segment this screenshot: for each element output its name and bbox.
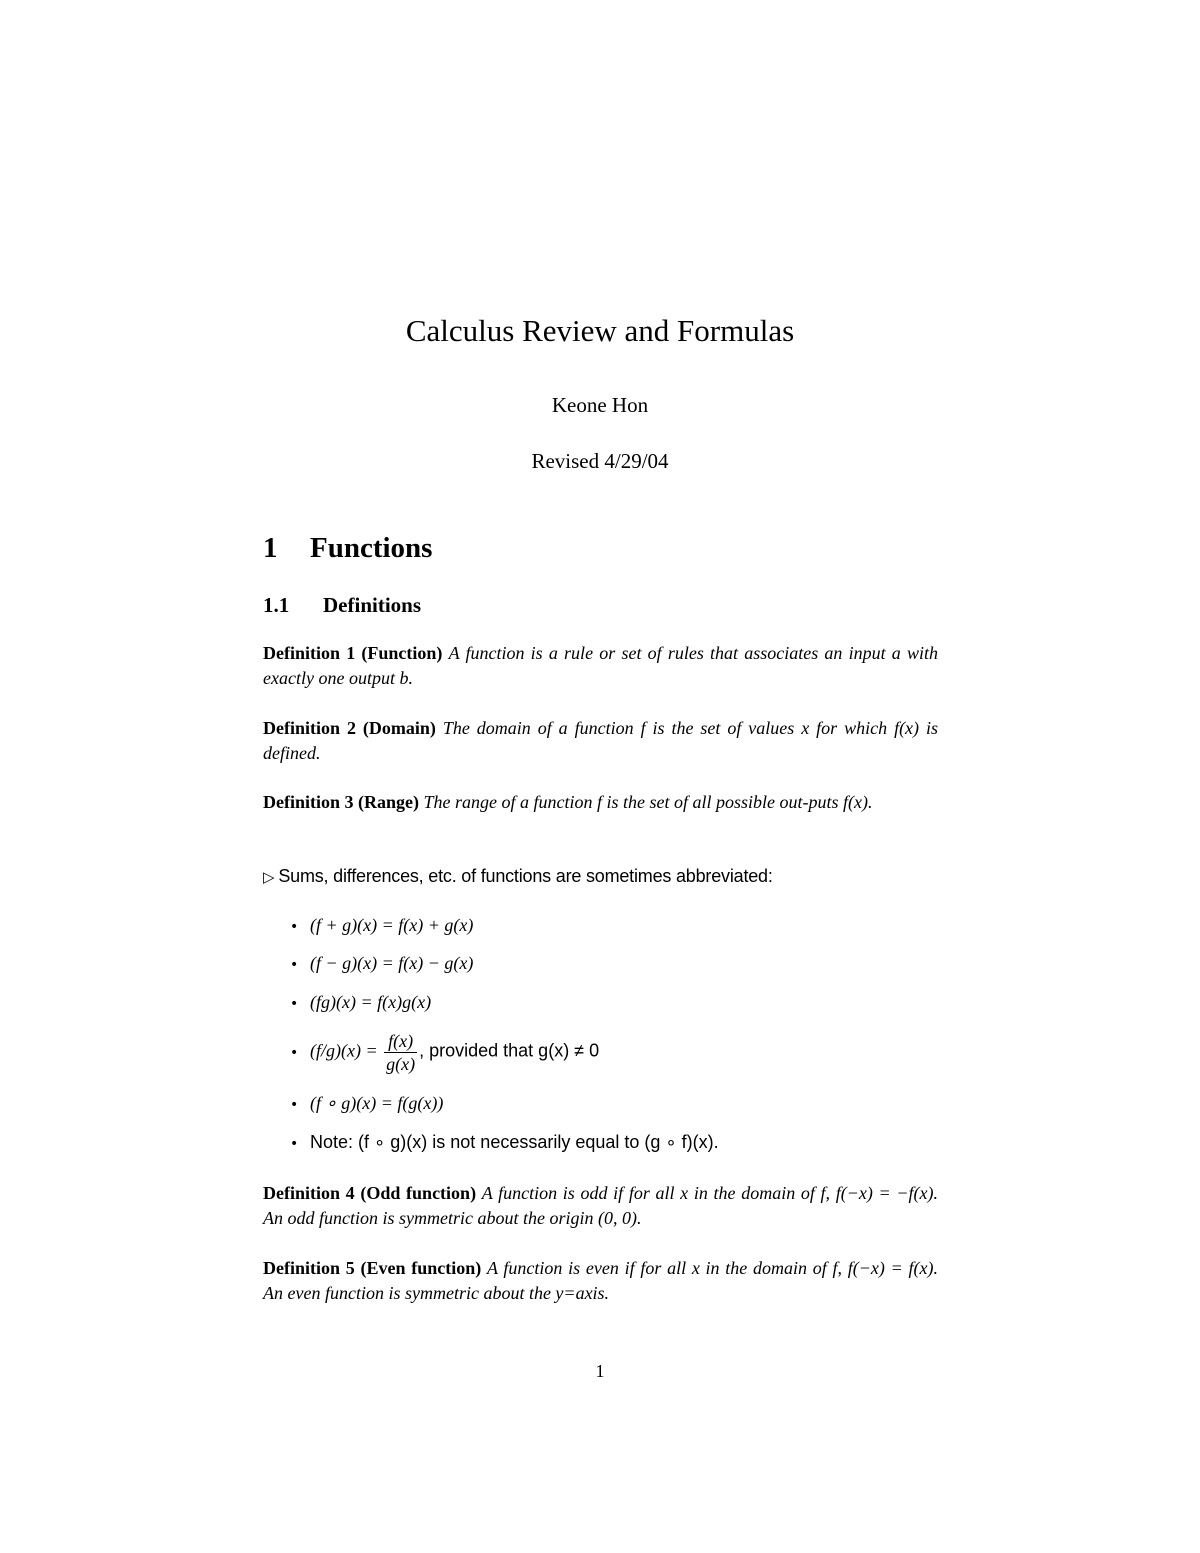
composition-note: Note: (f ∘ g)(x) is not necessarily equal to (g ∘ f)(x).	[310, 1132, 719, 1152]
definition-lead: Definition 1 (Function)	[263, 643, 443, 663]
bullet-icon: •	[290, 919, 299, 935]
note-line	[263, 866, 773, 887]
formula: (fg)(x) = f(x)g(x)	[310, 992, 432, 1012]
document-author: Keone Hon	[551, 393, 649, 417]
definition-2	[263, 716, 938, 766]
formula: (f − g)(x) = f(x) − g(x)	[310, 953, 474, 973]
list-item	[290, 992, 431, 1013]
subsection-title: Definitions	[323, 593, 422, 617]
subsection-number: 1.1	[263, 593, 290, 617]
document-date: Revised 4/29/04	[531, 449, 669, 473]
definition-lead: Definition 3 (Range)	[263, 792, 419, 812]
fraction-numerator: f(x)	[384, 1030, 417, 1053]
definition-text: A function is odd if for all x in the domain of f, f(−x) = −f(x). An odd function is symmetric about the origin (0, 0).	[263, 1183, 938, 1228]
formula: (f + g)(x) = f(x) + g(x)	[310, 915, 474, 935]
definition-text: A function is a rule or set of rules that associates an input a with exactly one output b.	[263, 643, 939, 688]
formula: (f ∘ g)(x) = f(g(x))	[310, 1093, 444, 1113]
section-title: Functions	[310, 532, 433, 564]
bullet-icon: •	[290, 1044, 299, 1061]
page-number: 1	[595, 1361, 605, 1381]
formula-condition: , provided that g(x) ≠ 0	[419, 1040, 600, 1061]
note-text: Sums, differences, etc. of functions are sometimes abbreviated:	[278, 866, 773, 886]
definition-4	[263, 1181, 938, 1231]
definition-lead: Definition 2 (Domain)	[263, 718, 436, 738]
definition-1	[263, 641, 938, 691]
list-item	[290, 1093, 443, 1114]
list-item	[290, 953, 473, 974]
bullet-icon: •	[290, 1097, 299, 1113]
fraction	[384, 1030, 417, 1075]
definition-lead: Definition 5 (Even function)	[263, 1258, 482, 1278]
subsection-heading	[263, 593, 421, 618]
definition-3	[263, 790, 938, 815]
definition-text: The domain of a function f is the set of values x for which f(x) is defined.	[263, 718, 938, 763]
triangle-marker-icon: ▷	[263, 868, 275, 886]
formula-lhs: (f/g)(x) =	[310, 1040, 378, 1061]
fraction-denominator: g(x)	[386, 1054, 416, 1074]
definition-text: The range of a function f is the set of all possible out-puts f(x).	[423, 792, 873, 812]
definition-lead: Definition 4 (Odd function)	[263, 1183, 477, 1203]
list-item	[290, 1132, 719, 1153]
section-number: 1	[263, 532, 278, 564]
document-title: Calculus Review and Formulas	[405, 313, 795, 348]
list-item	[290, 1030, 599, 1075]
list-item	[290, 915, 473, 936]
definition-5	[263, 1256, 938, 1306]
bullet-icon: •	[290, 996, 299, 1012]
bullet-icon: •	[290, 1136, 299, 1152]
bullet-icon: •	[290, 957, 299, 973]
definition-text: A function is even if for all x in the domain of f, f(−x) = f(x). An even function is symmetric about the y=axis.	[263, 1258, 938, 1303]
section-heading	[263, 532, 432, 565]
